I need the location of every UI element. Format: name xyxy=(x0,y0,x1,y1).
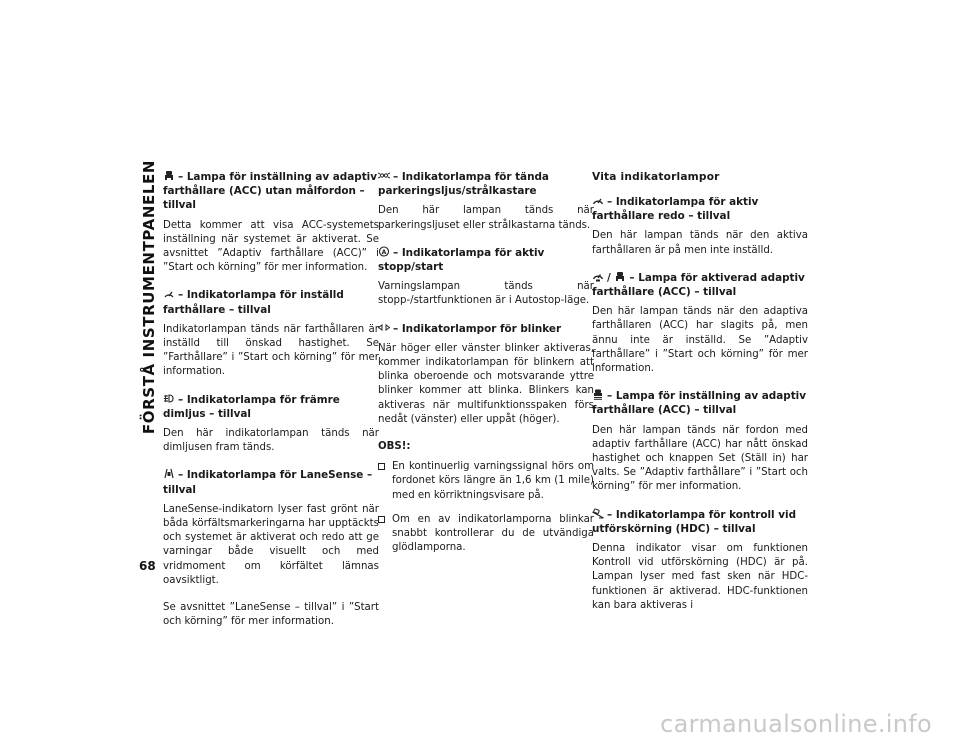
bullet-square-icon xyxy=(378,516,385,523)
bullet-square-icon xyxy=(378,463,385,470)
heading-cruise-set xyxy=(163,288,379,316)
heading-acc-setting-no-target xyxy=(163,170,379,213)
heading-text: – Lampa för aktiverad adaptiv farthållare (ACC) – tillval xyxy=(592,271,805,299)
heading-text: – Indikatorlampa för främre dimljus – tillval xyxy=(163,393,340,420)
paragraph: Den här lampan tänds när fordon med adaptiv farthållare (ACC) har nått önskad hastighet och knappen Set (Ställ in) har valts. Se ”Adaptiv farthållare” i ”Start och körning” för mer information. xyxy=(592,424,808,493)
stop-start-icon xyxy=(378,246,390,257)
note-label: OBS!: xyxy=(378,441,411,453)
acc-speedometer-icon xyxy=(592,271,604,282)
heading-stop-start xyxy=(378,246,594,274)
column-1 xyxy=(163,170,379,642)
turn-signal-icon xyxy=(378,322,390,333)
svg-text:A: A xyxy=(381,248,387,256)
parking-lights-icon xyxy=(378,170,390,181)
heading-text: – Indikatorlampa för aktiv stopp/start xyxy=(378,246,545,274)
acc-car-icon xyxy=(163,170,175,181)
heading-turn-signals xyxy=(378,322,594,336)
icon-separator: / xyxy=(607,271,611,284)
fog-light-icon xyxy=(163,393,175,404)
speedometer-icon xyxy=(163,288,175,299)
paragraph: Indikatorlampan tänds när farthållaren är inställd till önskad hastighet. Se ”Farthållare” i ”Start och körning” för mer information. xyxy=(163,323,379,378)
paragraph: Den här lampan tänds när den aktiva farthållaren är på men inte inställd. xyxy=(592,230,808,256)
acc-set-icon xyxy=(592,389,604,400)
paragraph: Se avsnittet ”LaneSense – tillval” i ”Start och körning” för mer information. xyxy=(163,602,379,628)
side-chapter-title-text: FÖRSTÅ INSTRUMENTPANELEN xyxy=(140,160,158,435)
hill-descent-icon xyxy=(592,508,604,519)
section-heading-white-indicators: Vita indikatorlampor xyxy=(592,171,720,183)
heading-hill-descent-control xyxy=(592,508,808,536)
heading-active-cruise-ready xyxy=(592,195,808,223)
paragraph: Den här indikatorlampan tänds när dimljusen fram tänds. xyxy=(163,428,379,454)
heading-text: – Indikatorlampor för blinker xyxy=(393,322,562,335)
list-item-text: Om en av indikatorlamporna blinkar snabbt kontrollerar du de utvändiga glödlamporna. xyxy=(392,513,594,554)
list-item xyxy=(378,513,594,556)
heading-lanesense xyxy=(163,468,379,496)
heading-parking-lights xyxy=(378,170,594,198)
heading-text: – Lampa för inställning av adaptiv farthållare (ACC) – tillval xyxy=(592,390,806,417)
paragraph: Denna indikator visar om funktionen Kontroll vid utförskörning (HDC) är på. Lampan lyser med fast sken när HDC-funktionen är aktiverad. HDC-funktionen kan bara aktiveras i xyxy=(592,543,808,611)
speedometer-icon xyxy=(592,195,604,206)
heading-acc-set xyxy=(592,389,808,417)
page-number: 68 xyxy=(139,559,156,573)
watermark-text: carmanualsonline.info xyxy=(660,710,932,738)
heading-acc-activated xyxy=(592,271,808,299)
list-item-text: En kontinuerlig varningssignal hörs om fordonet körs längre än 1,6 km (1 mile) med en körriktningsvisare på. xyxy=(392,461,594,501)
paragraph: Varningslampan tänds när stopp-/startfunktionen är i Autostop-läge. xyxy=(378,281,594,307)
paragraph: LaneSense-indikatorn lyser fast grönt när båda körfältsmarkeringarna har upptäckts och systemet är aktiverat och redo att ge varningar både visuellt och med vridmoment om körfältet lämnas oavsiktligt. xyxy=(163,503,379,586)
paragraph: Den här lampan tänds när den adaptiva farthållaren (ACC) har slagits på, men ännu inte är inställd. Se ”Adaptiv farthållare” i ”Start och körning” för mer information. xyxy=(592,306,808,375)
column-2 xyxy=(378,170,594,565)
paragraph: När höger eller vänster blinker aktiveras, kommer indikatorlampan för blinkern att blinka oberoende och motsvarande yttre blinker kommer att blinka. Blinkers kan aktiveras när multifunktionsspaken förs nedåt (vänster) eller uppåt (höger). xyxy=(378,342,594,425)
column-3 xyxy=(592,170,808,626)
heading-text: – Indikatorlampa för aktiv farthållare redo – tillval xyxy=(592,196,759,223)
paragraph: Detta kommer att visa ACC-systemets inställning när systemet är aktiverat. Se avsnittet ”Adaptiv farthållare (ACC)” i ”Start och körning” för mer information. xyxy=(163,219,379,274)
heading-text: – Lampa för inställning av adaptiv farthållare (ACC) utan målfordon – tillval xyxy=(163,171,377,212)
side-chapter-title xyxy=(136,160,162,540)
heading-text: – Indikatorlampa för kontroll vid utförskörning (HDC) – tillval xyxy=(592,508,797,535)
paragraph: Den här lampan tänds när parkeringsljuset eller strålkastarna tänds. xyxy=(378,205,594,231)
list-item xyxy=(378,460,594,503)
heading-text: – Indikatorlampa för tända parkeringsljus/strålkastare xyxy=(378,171,549,198)
lanesense-icon xyxy=(163,468,175,479)
heading-front-fog xyxy=(163,393,379,421)
acc-car-icon xyxy=(614,271,626,282)
heading-text: – Indikatorlampa för inställd farthållare – tillval xyxy=(163,289,344,316)
heading-text: – Indikatorlampa för LaneSense – tillval xyxy=(163,469,373,496)
